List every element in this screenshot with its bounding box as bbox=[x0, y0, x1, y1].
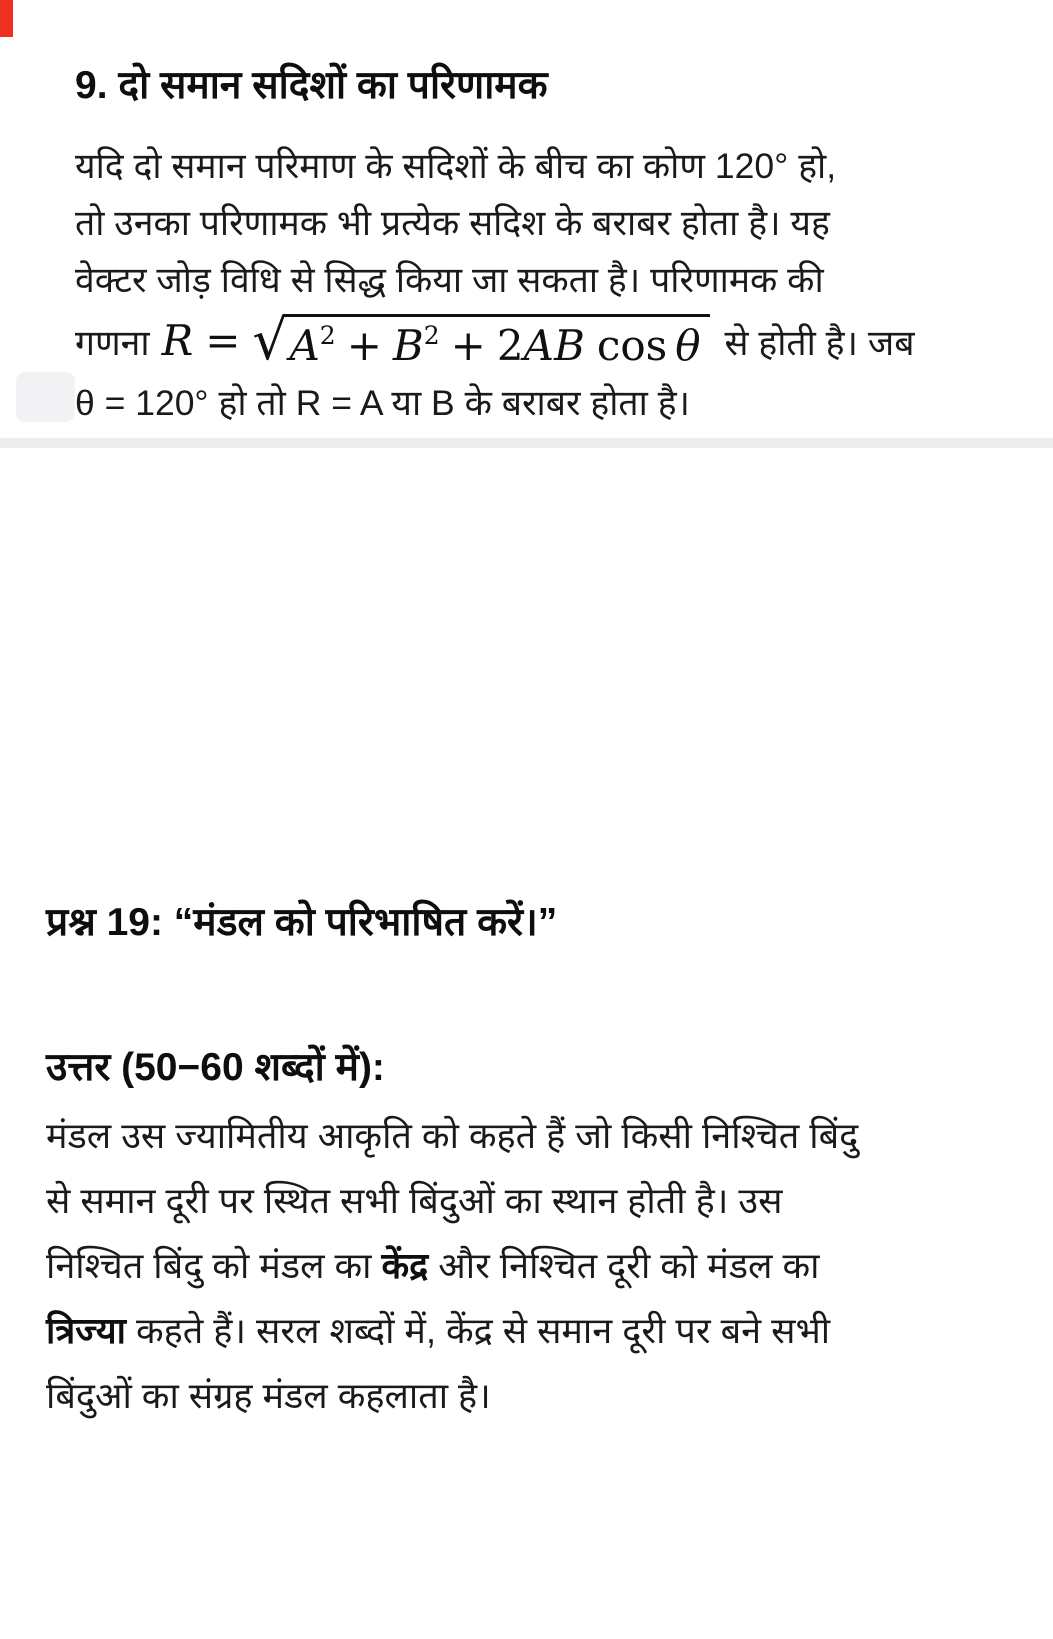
answer-line-3-text: निश्चित बिंदु को मंडल का bbox=[46, 1245, 382, 1286]
gray-placeholder-chip bbox=[16, 372, 75, 422]
var-A: A bbox=[289, 321, 320, 370]
vector-note-section bbox=[75, 60, 1005, 432]
answer-line-3 bbox=[46, 1233, 1036, 1298]
note-line-5: θ = 120° हो तो R = A या B के बराबर होता है। bbox=[75, 383, 691, 423]
formula-lhs: R bbox=[161, 316, 194, 365]
note-line-3: वेक्टर जोड़ विधि से सिद्ध किया जा सकता है। परिणामक की bbox=[75, 260, 824, 300]
note-line-2: तो उनका परिणामक भी प्रत्येक सदिश के बराबर होता है। यह bbox=[75, 203, 830, 243]
formula-suffix: से होती है। जब bbox=[724, 323, 915, 363]
var-AB: AB bbox=[523, 321, 585, 370]
radical-sign: √ bbox=[252, 308, 288, 372]
theta-symbol: θ bbox=[675, 321, 701, 370]
sqrt-expression bbox=[252, 308, 710, 372]
answer-line-5: बिंदुओं का संग्रह मंडल कहलाता है। bbox=[46, 1375, 491, 1416]
exponent-A: 2 bbox=[319, 321, 336, 350]
question-heading: प्रश्न 19: “मंडल को परिभाषित करें।” bbox=[46, 901, 558, 944]
section-divider-band bbox=[0, 438, 1053, 448]
radicand bbox=[283, 314, 710, 370]
answer-line-4 bbox=[46, 1298, 1036, 1363]
note-title: 9. दो समान सदिशों का परिणामक bbox=[75, 64, 548, 107]
answer-line-4-text: कहते हैं। सरल शब्दों में, केंद्र से समान दूरी पर बने सभी bbox=[126, 1310, 831, 1351]
cos-function: cos bbox=[596, 321, 668, 370]
equals-sign: = bbox=[205, 316, 241, 365]
term-center-bold: केंद्र bbox=[381, 1245, 429, 1286]
note-line-1: यदि दो समान परिमाण के सदिशों के बीच का कोण 120° हो, bbox=[75, 146, 837, 186]
red-corner-fragment bbox=[0, 0, 13, 37]
answer-paragraph bbox=[46, 1103, 1036, 1428]
plus-sign: + bbox=[450, 321, 486, 370]
formula-prefix: गणना bbox=[75, 323, 150, 363]
resultant-formula bbox=[161, 308, 711, 372]
var-B: B bbox=[392, 321, 424, 370]
exponent-B: 2 bbox=[423, 321, 440, 350]
answer-heading: उत्तर (50−60 शब्दों में): bbox=[46, 1046, 385, 1089]
answer-line-1: मंडल उस ज्यामितीय आकृति को कहते हैं जो किसी निश्चित बिंदु bbox=[46, 1115, 859, 1156]
plus-sign: + bbox=[346, 321, 382, 370]
coefficient-2: 2 bbox=[496, 321, 524, 370]
question-answer-section bbox=[46, 898, 1036, 1428]
answer-line-3-text: और निश्चित दूरी को मंडल का bbox=[428, 1245, 820, 1286]
term-radius-bold: त्रिज्या bbox=[46, 1310, 126, 1351]
answer-line-2: से समान दूरी पर स्थित सभी बिंदुओं का स्थान होती है। उस bbox=[46, 1180, 783, 1221]
formula-line bbox=[75, 309, 1005, 375]
